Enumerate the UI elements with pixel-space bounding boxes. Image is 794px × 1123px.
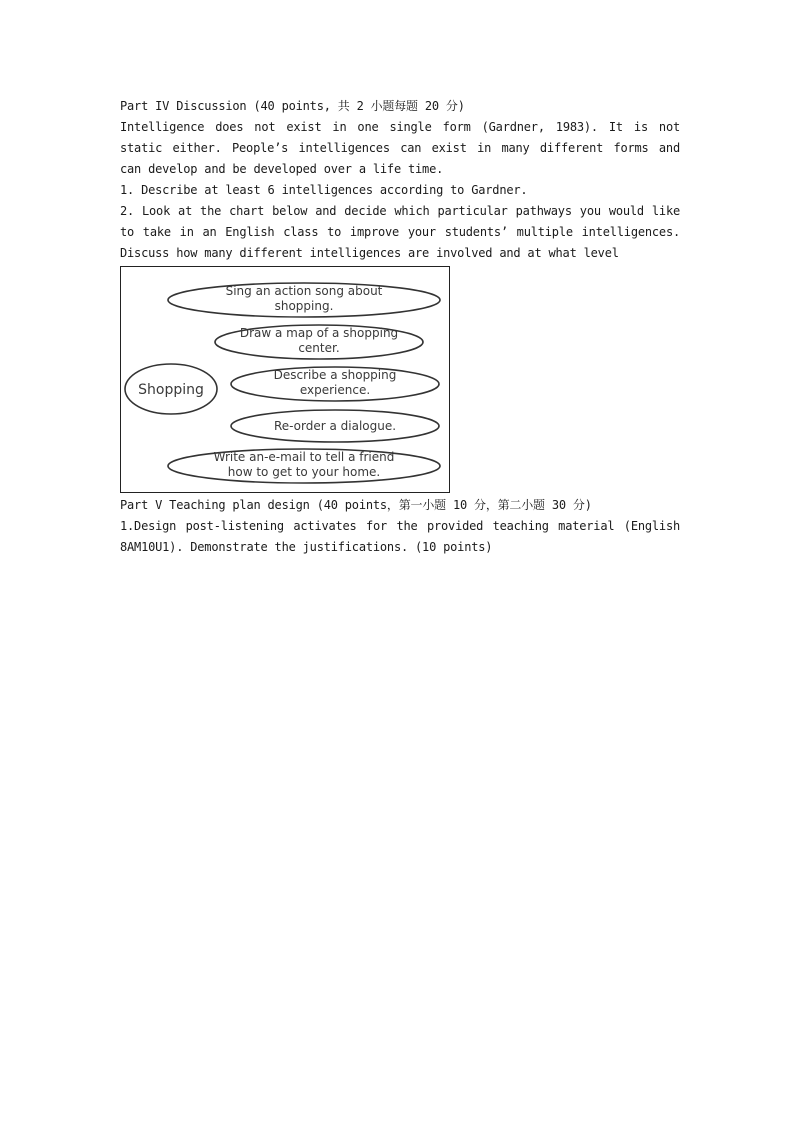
shopping-activities-figure: [120, 266, 450, 493]
part4-question-1: 1. Describe at least 6 intelligences according to Gardner.: [120, 183, 528, 197]
activity-3-line-2: experience.: [299, 383, 371, 397]
activity-2-line-1: Draw a map of a shopping: [239, 326, 399, 340]
center-node-label: Shopping: [138, 382, 204, 398]
part4-heading: Part IV Discussion (40 points, 共 2 小题每题 20 分): [120, 99, 465, 113]
part4-intro-line-1: Intelligence does not exist in one single form (Gardner, 1983). It is not: [120, 120, 680, 134]
part4-question-2-line-3: Discuss how many different intelligences are involved and at what level: [120, 246, 619, 260]
activity-1-line-1: Sing an action song about: [225, 284, 383, 298]
part4-intro-line-3: can develop and be developed over a life time.: [120, 162, 444, 176]
part4-question-2-line-1: 2. Look at the chart below and decide which particular pathways you would like: [120, 204, 680, 218]
activity-3-line-1: Describe a shopping: [273, 368, 397, 382]
activity-2-line-2: center.: [298, 341, 340, 355]
part5-heading: Part V Teaching plan design (40 points，第一小题 10 分，第二小题 30 分): [120, 498, 592, 512]
document-body: [120, 96, 680, 558]
part5-question-1-line-2: 8AM10U1). Demonstrate the justifications. (10 points): [120, 540, 493, 554]
activity-4-line-1: Re-order a dialogue.: [273, 419, 397, 433]
activity-5-line-2: how to get to your home.: [227, 465, 381, 479]
activity-5-line-1: Write an-e-mail to tell a friend: [213, 450, 395, 464]
activity-1-line-2: shopping.: [274, 299, 334, 313]
part5-question-1-line-1: 1.Design post-listening activates for the provided teaching material (English: [120, 519, 680, 533]
part4-question-2-line-2: to take in an English class to improve your students’ multiple intelligences.: [120, 225, 680, 239]
part4-intro-line-2: static either. People’s intelligences can exist in many different forms and: [120, 141, 680, 155]
